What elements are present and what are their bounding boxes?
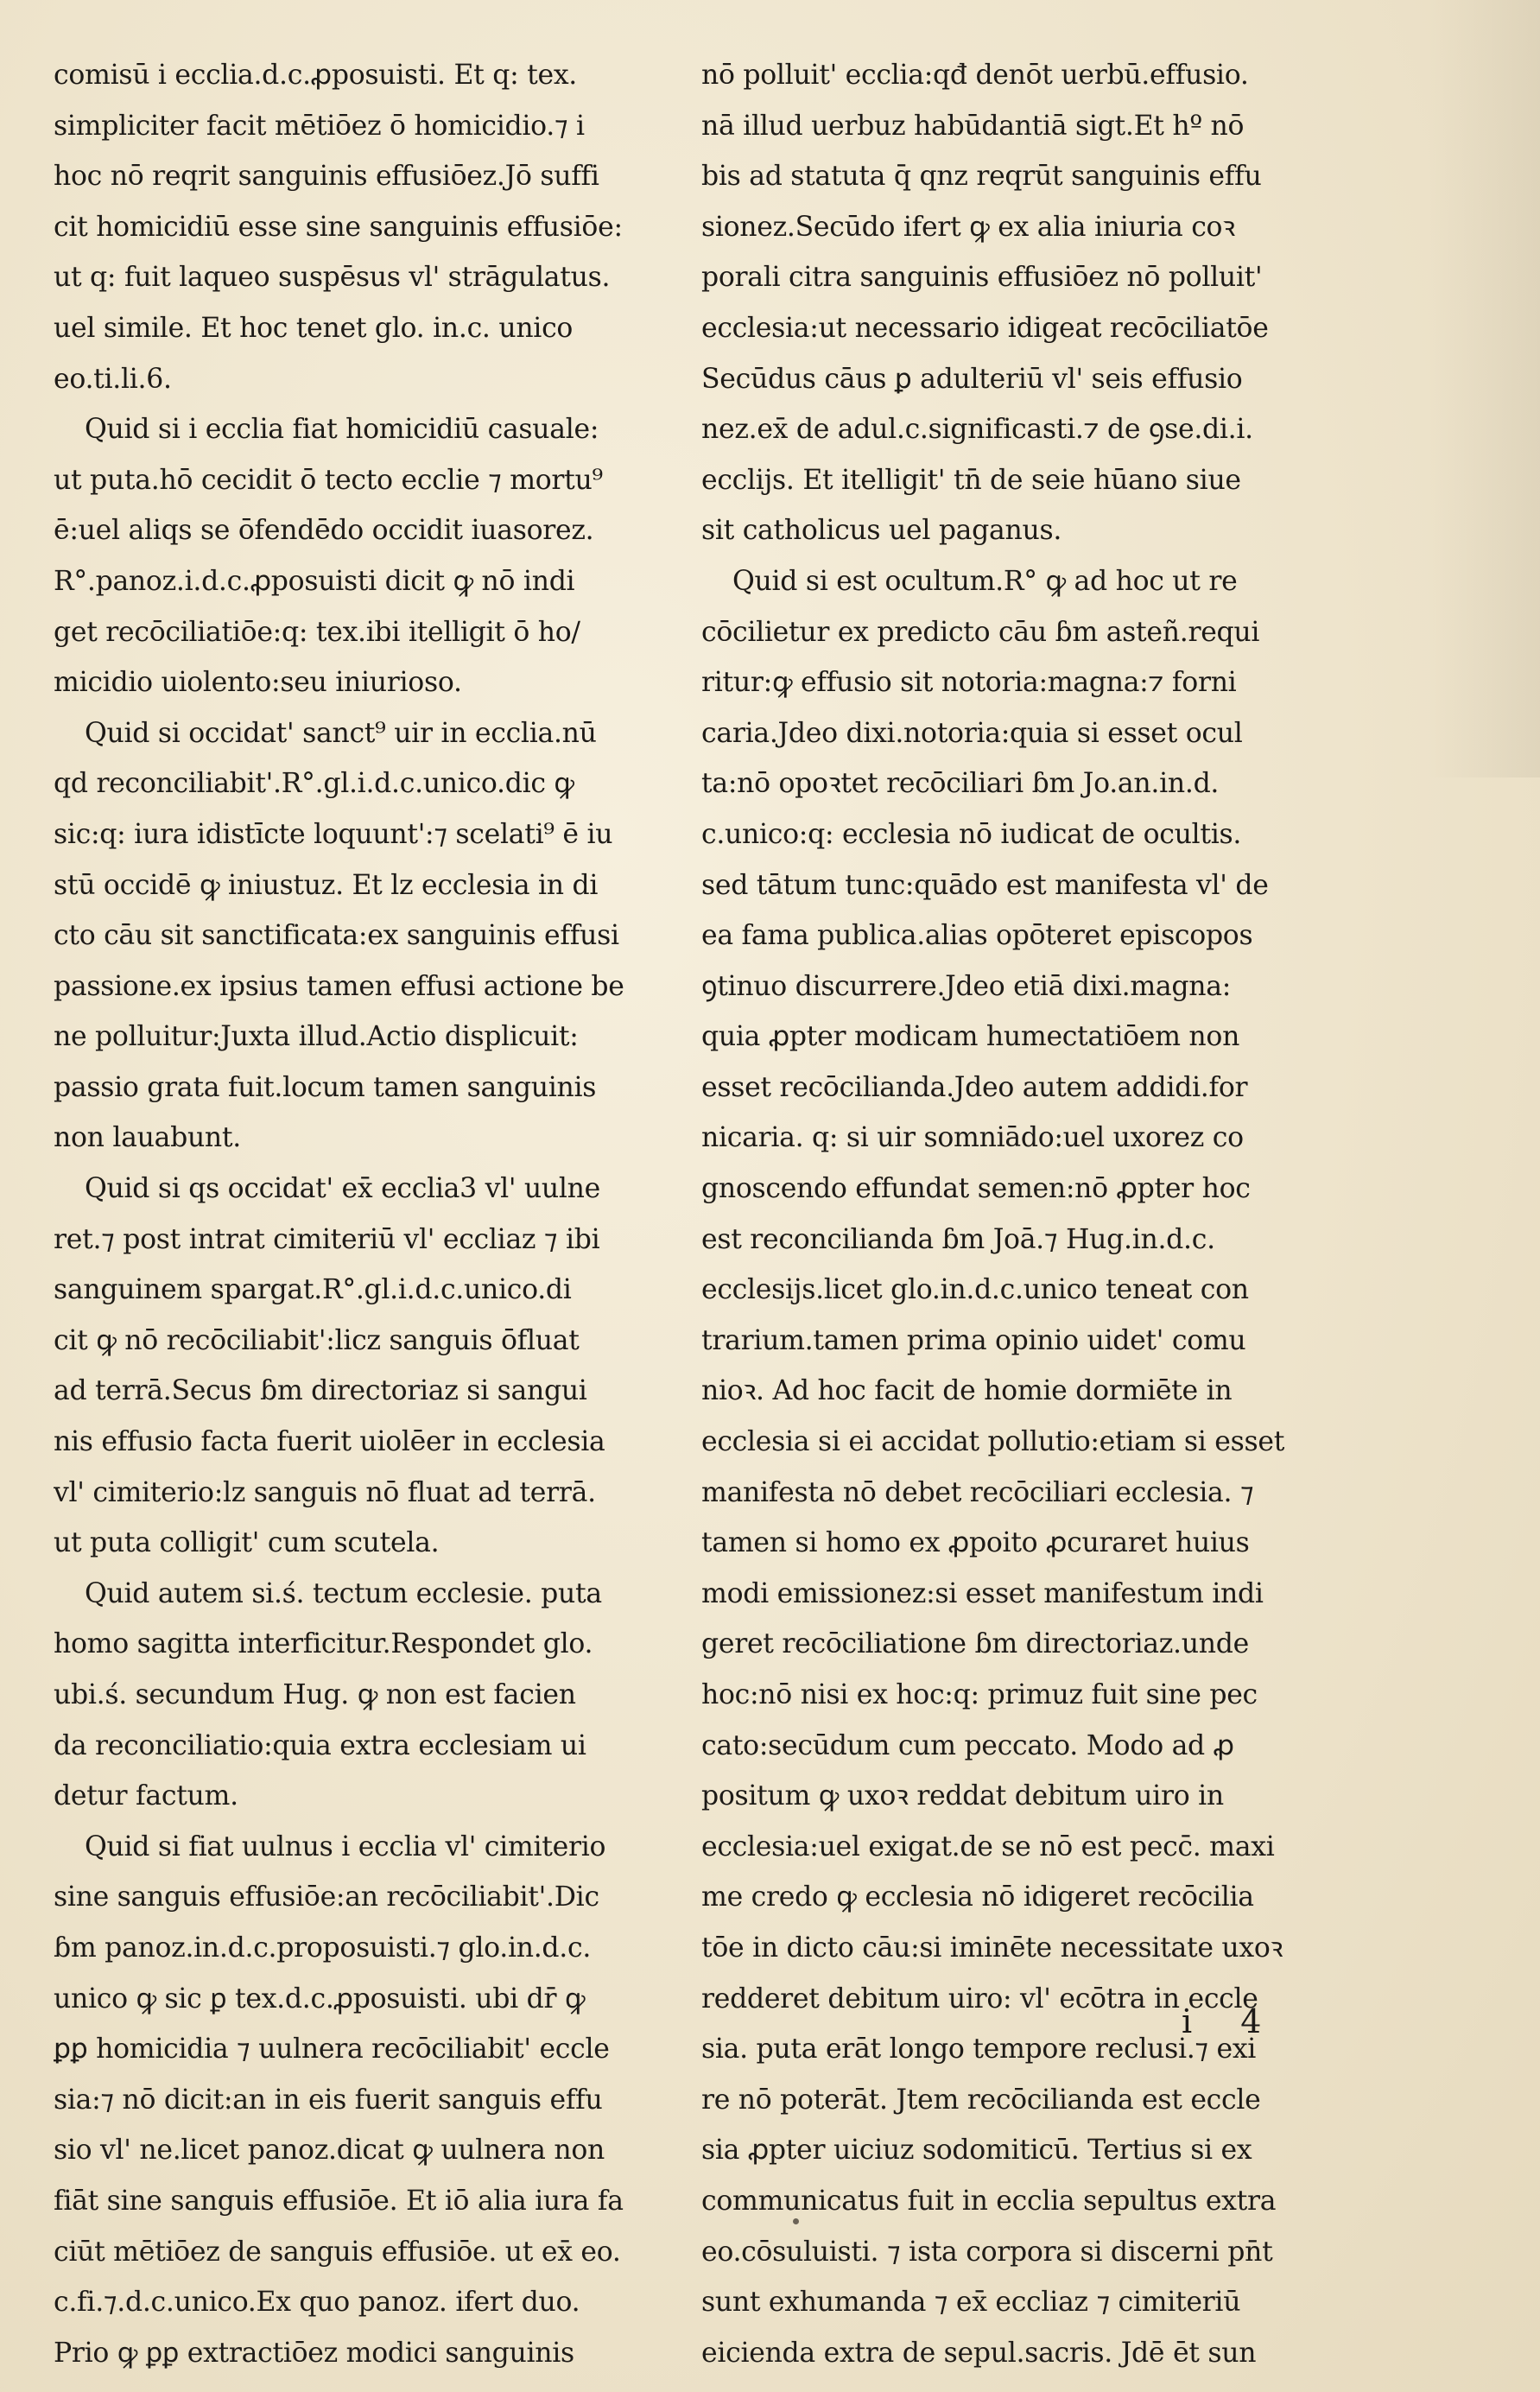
text-line: Quid autem si.ś. tectum ecclesie. puta — [85, 1577, 602, 1609]
text-line: ecclesia:uel exigat.de se nō est pecc̄. maxi — [701, 1830, 1275, 1862]
text-line: geret recōciliatione ɓm directoriaz.unde — [701, 1628, 1249, 1660]
text-line: Quid si qs occidat' ex̄ ecclia3 vl' uulne — [85, 1173, 601, 1205]
text-line: sic:q: iura idistīcte loquunt':⁊ scelati⁹ ē iu — [54, 818, 613, 850]
text-line: ecclijs. Et itelligit' tn̄ de seie hūano siue — [701, 464, 1241, 496]
text-line: ubi.ś. secundum Hug. ꝙ non est facien — [54, 1679, 576, 1710]
text-line: nō polluit' ecclia:qđ denōt uerbū.effusio. — [701, 60, 1249, 91]
ink-speck — [793, 2218, 799, 2224]
text-line: unico ꝙ sic ꝑ tex.d.c.ꝓposuisti. ubi dr̄ ꝙ — [54, 1983, 586, 2014]
text-line: trarium.tamen prima opinio uidet' comu — [701, 1324, 1246, 1356]
text-line: ut q: fuit laqueo suspēsus vl' strāgulatus. — [54, 262, 611, 294]
text-line: redderet debitum uiro: vl' ecōtra in eccle — [701, 1983, 1258, 2014]
text-line: cit ꝙ nō recōciliabit':licz sanguis ōfluat — [54, 1324, 580, 1356]
signature-mark: i 4 — [1182, 2002, 1281, 2040]
text-line: hoc nō reqrit sanguinis effusiōez.Jō suffi — [54, 161, 599, 193]
text-line: comisū i ecclia.d.c.ꝓposuisti. Et q: tex. — [54, 60, 578, 91]
text-line: ad terrā.Secus ɓm directoriaz si sangui — [54, 1375, 587, 1407]
text-line: get recōciliatiōe:q: tex.ibi itelligit ō ho/ — [54, 616, 580, 648]
text-line: sionez.Secūdo ifert ꝙ ex alia iniuria coꝛ — [701, 211, 1235, 243]
text-line: re nō poterāt. Jtem recōcilianda est eccle — [701, 2084, 1261, 2116]
text-line: est reconcilianda ɓm Joā.⁊ Hug.in.d.c. — [701, 1223, 1215, 1255]
text-line: porali citra sanguinis effusiōez nō polluit' — [701, 262, 1263, 294]
text-line: ꝯtinuo discurrere.Jdeo etiā dixi.magna: — [701, 970, 1232, 1002]
text-line: homo sagitta interficitur.Respondet glo. — [54, 1628, 593, 1660]
text-line: communicatus fuit in ecclia sepultus extra — [701, 2185, 1277, 2217]
text-line: eo.ti.li.6. — [54, 363, 172, 395]
text-line: ne polluitur:Juxta illud.Actio displicuit: — [54, 1021, 579, 1053]
text-line: ta:nō opoꝛtet recōciliari ɓm Jo.an.in.d. — [701, 768, 1220, 800]
text-line: ciūt mētiōez de sanguis effusiōe. ut ex̄ eo. — [54, 2236, 621, 2268]
text-line: bis ad statuta q̄ qnz reqrūt sanguinis effu — [701, 161, 1262, 193]
text-line: detur factum. — [54, 1780, 238, 1812]
text-line: nā illud uerbuz habūdantiā sigt.Et hº nō — [701, 110, 1245, 142]
text-line: passio grata fuit.locum tamen sanguinis — [54, 1071, 597, 1103]
text-line: ecclesijs.licet glo.in.d.c.unico teneat con — [701, 1274, 1249, 1306]
text-line: gnoscendo effundat semen:nō ꝓpter hoc — [701, 1173, 1251, 1205]
text-line: Quid si occidat' sanct⁹ uir in ecclia.nū — [85, 717, 597, 749]
text-line: uel simile. Et hoc tenet glo. in.c. unico — [54, 312, 574, 344]
show-through-shadow — [1428, 0, 1540, 777]
text-line: Quid si fiat uulnus i ecclia vl' cimiterio — [85, 1830, 606, 1862]
text-line: positum ꝙ uxoꝛ reddat debitum uiro in — [701, 1780, 1224, 1812]
text-line: nicaria. q: si uir somniādo:uel uxorez co — [701, 1122, 1244, 1154]
text-line: eo.cōsuluisti. ⁊ ista corpora si discerni pn̄t — [701, 2236, 1273, 2268]
text-line: cto cāu sit sanctificata:ex sanguinis effusi — [54, 920, 619, 952]
left-text-column — [54, 50, 658, 2378]
text-line: Quid si i ecclia fiat homicidiū casuale: — [85, 414, 599, 446]
text-line: esset recōcilianda.Jdeo autem addidi.for — [701, 1071, 1248, 1103]
text-line: cit homicidiū esse sine sanguinis effusiōe: — [54, 211, 623, 243]
text-line: sia:⁊ nō dicit:an in eis fuerit sanguis effu — [54, 2084, 603, 2116]
text-line: cōcilietur ex predicto cāu ɓm asteñ.requi — [701, 616, 1260, 648]
text-line: ꝑꝑ homicidia ⁊ uulnera recōciliabit' eccle — [54, 2034, 610, 2065]
text-line: sia. puta erāt longo tempore reclusi.⁊ exi — [701, 2034, 1257, 2065]
text-line: cato:secūdum cum peccato. Modo ad ꝓ — [701, 1729, 1234, 1761]
text-line: qd reconciliabit'.R°.gl.i.d.c.unico.dic ꝙ — [54, 768, 574, 800]
text-line: ɓm panoz.in.d.c.proposuisti.⁊ glo.in.d.c. — [54, 1932, 592, 1964]
text-line: fiāt sine sanguis effusiōe. Et iō alia iura fa — [54, 2185, 624, 2217]
text-line: hoc:nō nisi ex hoc:q: primuz fuit sine pec — [701, 1679, 1258, 1710]
text-line: micidio uiolento:seu iniurioso. — [54, 667, 462, 699]
text-line: Quid si est ocultum.R° ꝙ ad hoc ut re — [732, 565, 1238, 597]
text-line: ut puta colligit' cum scutela. — [54, 1527, 440, 1559]
text-line: ea fama publica.alias opōteret episcopos — [701, 920, 1253, 952]
text-line: ecclesia:ut necessario idigeat recōciliatōe — [701, 312, 1269, 344]
text-line: c.fi.⁊.d.c.unico.Ex quo panoz. ifert duo. — [54, 2287, 580, 2319]
text-line: sine sanguis effusiōe:an recōciliabit'.Dic — [54, 1881, 599, 1913]
text-line: ē:uel aliqs se ōfendēdo occidit iuasorez. — [54, 515, 594, 547]
text-line: vl' cimiterio:lz sanguis nō fluat ad terrā. — [54, 1476, 596, 1508]
text-line: ecclesia si ei accidat pollutio:etiam si esset — [701, 1426, 1285, 1458]
text-line: ritur:ꝙ effusio sit notoria:magna:⁊ forni — [701, 667, 1237, 699]
text-line: nez.ex̄ de adul.c.significasti.⁊ de ꝯse.di.i. — [701, 414, 1253, 446]
text-line: caria.Jdeo dixi.notoria:quia si esset ocul — [701, 717, 1243, 749]
text-line: eicienda extra de sepul.sacris. Jdē ēt sun — [701, 2337, 1257, 2369]
text-line: ut puta.hō cecidit ō tecto ecclie ⁊ mortu⁹ — [54, 464, 603, 496]
text-line: me credo ꝙ ecclesia nō idigeret recōcilia — [701, 1881, 1254, 1913]
text-line: R°.panoz.i.d.c.ꝓposuisti dicit ꝙ nō indi — [54, 565, 575, 597]
text-line: nioꝛ. Ad hoc facit de homie dormiēte in — [701, 1375, 1233, 1407]
text-line: sunt exhumanda ⁊ ex̄ eccliaz ⁊ cimiteriū — [701, 2287, 1241, 2319]
text-line: sanguinem spargat.R°.gl.i.d.c.unico.di — [54, 1274, 572, 1306]
text-line: Secūdus cāus ꝑ adulteriū vl' seis effusio — [701, 363, 1243, 395]
text-line: manifesta nō debet recōciliari ecclesia. ⁊ — [701, 1476, 1254, 1508]
text-line: da reconciliatio:quia extra ecclesiam ui — [54, 1729, 586, 1761]
text-line: ret.⁊ post intrat cimiteriū vl' eccliaz ⁊ ibi — [54, 1223, 600, 1255]
text-line: sed tātum tunc:quādo est manifesta vl' de — [701, 869, 1269, 901]
text-line: quia ꝓpter modicam humectatiōem non — [701, 1021, 1240, 1053]
text-line: c.unico:q: ecclesia nō iudicat de ocultis. — [701, 818, 1242, 850]
text-line: tōe in dicto cāu:si iminēte necessitate uxoꝛ — [701, 1932, 1283, 1964]
text-line: simpliciter facit mētiōez ō homicidio.⁊ i — [54, 110, 585, 142]
text-line: tamen si homo ex ꝓpoito ꝓcuraret huius — [701, 1527, 1250, 1559]
text-line: sia ꝓpter uiciuz sodomiticū. Tertius si ex — [701, 2135, 1252, 2167]
text-line: modi emissionez:si esset manifestum indi — [701, 1577, 1264, 1609]
text-line: nis effusio facta fuerit uiolēer in ecclesia — [54, 1426, 605, 1458]
text-line: sit catholicus uel paganus. — [701, 515, 1062, 547]
text-line: sio vl' ne.licet panoz.dicat ꝙ uulnera non — [54, 2135, 605, 2167]
text-line: Prio ꝙ ꝑꝑ extractiōez modici sanguinis — [54, 2337, 574, 2369]
text-line: non lauabunt. — [54, 1122, 241, 1154]
text-line: passione.ex ipsius tamen effusi actione be — [54, 970, 624, 1002]
text-line: stū occidē ꝙ iniustuz. Et lz ecclesia in di — [54, 869, 599, 901]
